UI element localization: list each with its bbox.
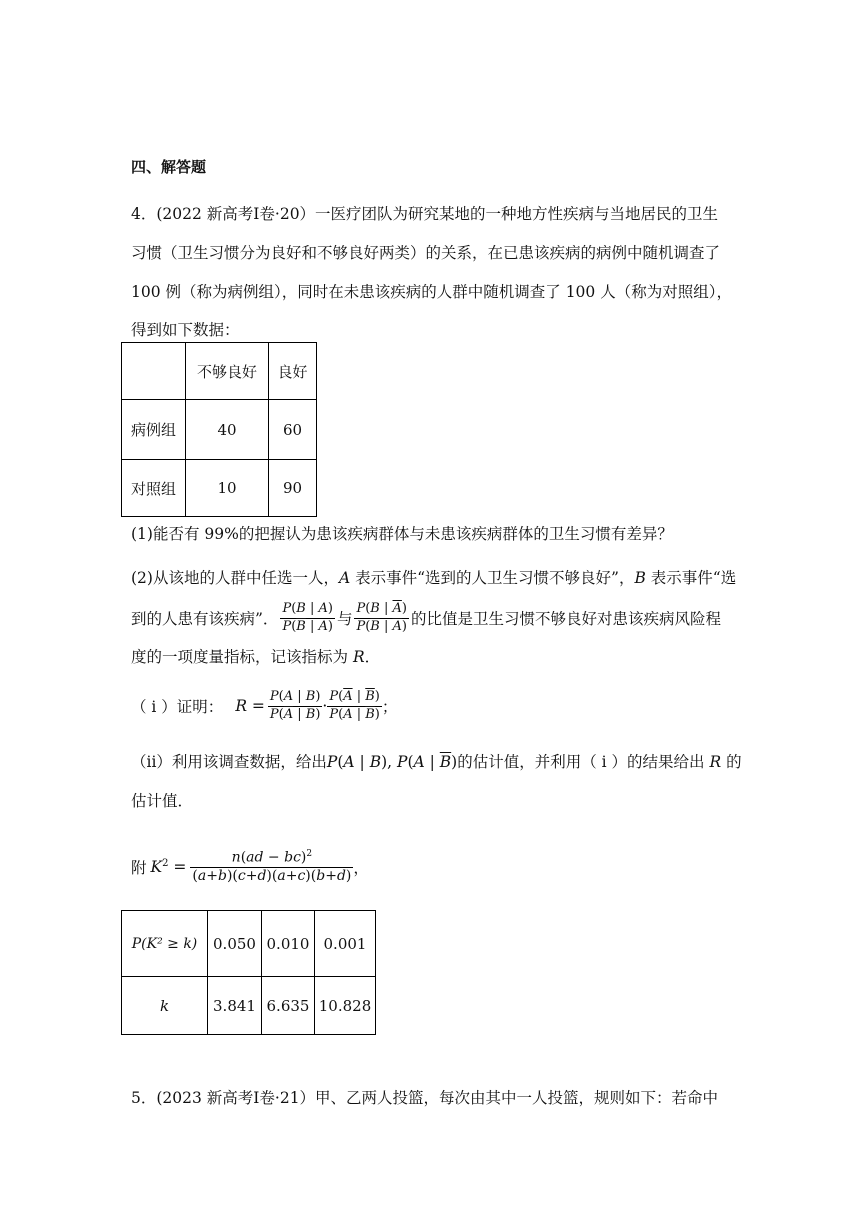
table-row bbox=[122, 977, 376, 1035]
estimate-expression: P(A | B), P(A | $\overline{B}$) bbox=[326, 753, 458, 771]
q5-line-1: 5．(2023 新高考Ⅰ卷·21）甲、乙两人投篮，每次由其中一人投篮，规则如下：若命中 bbox=[131, 1089, 719, 1107]
table-row-label: 病例组 bbox=[122, 400, 186, 460]
ratio-control-fraction: $\frac{P(B | \overline{A})}{P(\overline{B} | \overline{A})}$ bbox=[356, 601, 407, 634]
section-title: 四、解答题 bbox=[131, 158, 207, 176]
survey-table bbox=[121, 342, 317, 517]
q4-sub-ii-line-1: （ii）利用该调查数据，给出P(A | B), P(A | $\overline{B}$)的估计值，并利用（ i ）的结果给出 R 的 bbox=[131, 753, 742, 771]
table-cell: 60 bbox=[269, 400, 317, 460]
table-cell: 0.001 bbox=[315, 911, 376, 977]
table-row-label: k bbox=[122, 977, 208, 1035]
table-header-empty bbox=[122, 343, 186, 400]
table-header-cell: 良好 bbox=[269, 343, 317, 400]
table-row bbox=[122, 460, 317, 517]
proof-fraction-1: $\frac{P(A | B)}{P(\overline{A} | B)}$ bbox=[269, 689, 321, 722]
critical-value-table bbox=[121, 910, 376, 1035]
ratio-case-fraction: $\frac{P(B | A)}{P(\overline{B} | A)}$ bbox=[282, 601, 333, 634]
table-header-cell: 不够良好 bbox=[186, 343, 269, 400]
q4-line-2: 习惯（卫生习惯分为良好和不够良好两类）的关系，在已患该疾病的病例中随机调查了 bbox=[131, 244, 721, 262]
table-header-cell: P(K² ≥ k) bbox=[122, 911, 208, 977]
table-cell: 90 bbox=[269, 460, 317, 517]
table-row-label: 对照组 bbox=[122, 460, 186, 517]
table-cell: 0.010 bbox=[262, 911, 315, 977]
q4-part-2-line-1: (2)从该地的人群中任选一人，A 表示事件“选到的人卫生习惯不够良好”，B 表示事件“选 bbox=[131, 569, 737, 587]
q4-sub-i: （ i ）证明： R = $\frac{P(A | B)}{P(\overline{A} | B)}$ · $\frac{P(\overline{A} | \overline{B})}{P(A | \overline{B})}$ ； bbox=[131, 689, 398, 722]
table-cell: 10.828 bbox=[315, 977, 376, 1035]
table-cell: 10 bbox=[186, 460, 269, 517]
table-cell: 40 bbox=[186, 400, 269, 460]
q4-sub-ii-line-2: 估计值． bbox=[131, 792, 194, 810]
q4-line-3: 100 例（称为病例组），同时在未患该疾病的人群中随机调查了 100 人（称为对照组）， bbox=[131, 283, 732, 301]
q4-line-4: 得到如下数据： bbox=[131, 321, 240, 339]
q4-line-1: 4．(2022 新高考Ⅰ卷·20）一医疗团队为研究某地的一种地方性疾病与当地居民的卫生 bbox=[131, 205, 719, 223]
table-row bbox=[122, 911, 376, 977]
table-cell: 3.841 bbox=[208, 977, 262, 1035]
table-cell: 0.050 bbox=[208, 911, 262, 977]
chi-square-fraction: $\frac{n(ad - bc)^2}{(a+b)(c+d)(a+c)(b+d)}$ bbox=[192, 848, 352, 884]
q4-part-2-line-3: 度的一项度量指标，记该指标为 R． bbox=[131, 648, 381, 666]
proof-fraction-2: $\frac{P(\overline{A} | \overline{B})}{P(A | \overline{B})}$ bbox=[329, 689, 380, 722]
q4-part-2-line-2: 到的人患有该疾病”． $\frac{P(B | A)}{P(\overline{B} | A)}$ 与 $\frac{P(B | \overline{A})}{P(\overline{B} | \overline{A})}$ 的比值是卫生习惯不够良好对患该疾病风险程 bbox=[131, 601, 721, 634]
appendix-formula: 附 $K^2$ = $\frac{n(ad - bc)^2}{(a+b)(c+d)(a+c)(b+d)}$ ， bbox=[131, 848, 369, 884]
table-row bbox=[122, 400, 317, 460]
table-cell: 6.635 bbox=[262, 977, 315, 1035]
q4-part-1: (1)能否有 99%的把握认为患该疾病群体与未患该疾病群体的卫生习惯有差异？ bbox=[131, 525, 673, 543]
